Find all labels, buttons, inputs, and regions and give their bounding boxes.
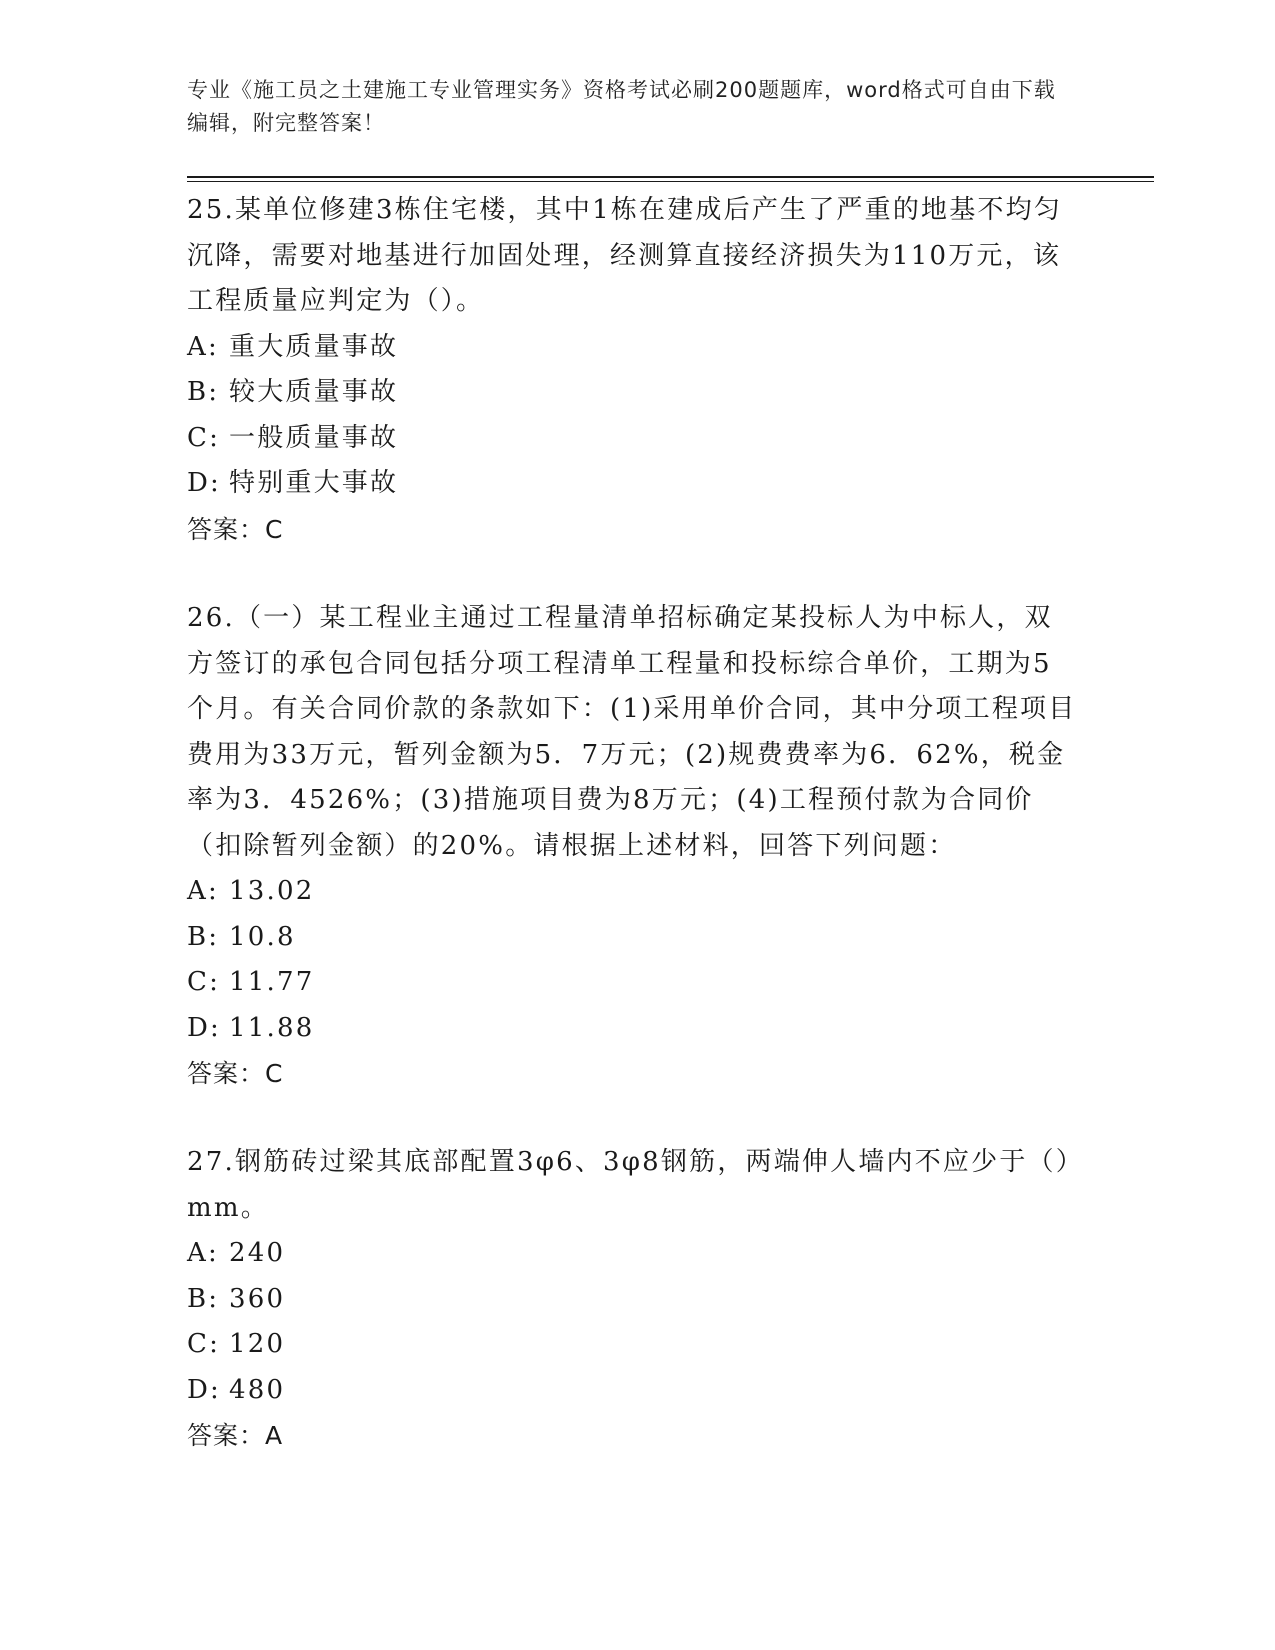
option-text: 11.88	[229, 1012, 315, 1043]
option-a	[187, 869, 1077, 915]
answer-line: 答案：A	[187, 1421, 284, 1450]
question-stem: 27.钢筋砖过梁其底部配置3φ6、3φ8钢筋，两端伸人墙内不应少于（）mm。	[187, 1147, 1071, 1223]
option-text: 360	[229, 1283, 286, 1314]
option-text: 13.02	[229, 876, 315, 906]
option-c	[187, 960, 1077, 1006]
option-b	[187, 1277, 1077, 1323]
option-c	[187, 416, 1077, 462]
option-text: 特别重大事故	[229, 468, 399, 498]
option-c	[187, 1322, 1077, 1368]
question-26	[187, 596, 1077, 1097]
question-stem: 25.某单位修建3栋住宅楼，其中1栋在建成后产生了严重的地基不均匀沉降，需要对地基进行加固处理，经测算直接经济损失为110万元，该工程质量应判定为（）。	[187, 195, 1063, 316]
question-27	[187, 1140, 1077, 1459]
option-letter: B:	[187, 921, 220, 952]
option-text: 120	[229, 1329, 286, 1359]
option-letter: D:	[187, 468, 222, 498]
option-b	[187, 370, 1077, 416]
option-letter: B:	[187, 1283, 220, 1314]
option-letter: A:	[187, 876, 219, 906]
option-text: 240	[229, 1238, 286, 1268]
option-d	[187, 1368, 1077, 1414]
option-letter: A:	[187, 331, 219, 362]
option-a	[187, 1231, 1077, 1277]
option-letter: D:	[187, 1012, 222, 1043]
option-letter: C:	[187, 1329, 221, 1359]
option-d	[187, 461, 1077, 507]
option-text: 较大质量事故	[229, 377, 399, 407]
option-text: 480	[229, 1374, 286, 1405]
header-rule-thick	[187, 176, 1154, 178]
option-letter: C:	[187, 422, 221, 453]
option-letter: A:	[187, 1238, 219, 1268]
answer-line: 答案：C	[187, 1059, 284, 1088]
option-letter: C:	[187, 967, 221, 997]
document-header: 专业《施工员之土建施工专业管理实务》资格考试必刷200题题库，word格式可自由下载编辑，附完整答案！	[187, 78, 1056, 135]
answer-line: 答案：C	[187, 514, 284, 544]
option-text: 重大质量事故	[229, 331, 399, 362]
option-d	[187, 1006, 1077, 1052]
option-text: 一般质量事故	[229, 422, 399, 453]
option-b	[187, 915, 1077, 961]
option-text: 10.8	[229, 921, 296, 952]
question-stem: 26.（一）某工程业主通过工程量清单招标确定某投标人为中标人，双方签订的承包合同包括分项工程清单工程量和投标综合单价，工期为5个月。有关合同价款的条款如下：(1)采用单价合同，其中分项工程项目费用为33万元，暂列金额为5．7万元；(2)规费费率为6．62%，税金率为3．4526%；(3)措施项目费为8万元；(4)工程预付款为合同价（扣除暂列金额）的20%。请根据上述材料，回答下列问题：	[187, 603, 1077, 861]
option-a	[187, 325, 1077, 371]
option-letter: B:	[187, 377, 220, 407]
question-25	[187, 188, 1077, 552]
option-letter: D:	[187, 1374, 222, 1405]
header-rule-thin	[187, 181, 1154, 182]
option-text: 11.77	[229, 967, 315, 997]
